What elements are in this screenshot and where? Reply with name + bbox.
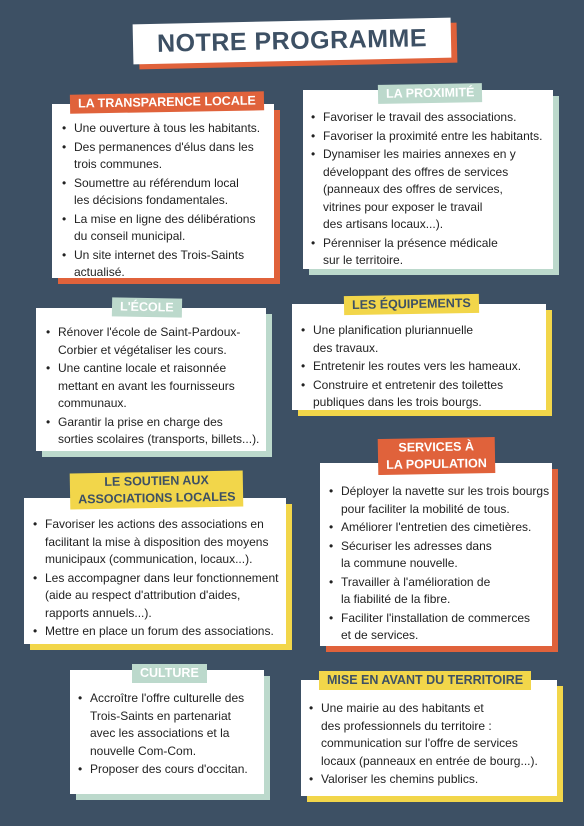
bullet-icon: • [62,211,67,226]
list-item [309,771,555,789]
list-item-text: Valoriser les chemins publics. [321,772,479,786]
bullet-icon: • [78,691,83,705]
list-item [301,358,545,376]
bullet-icon: • [78,762,83,776]
card-list [329,483,552,646]
bullet-icon: • [46,361,51,375]
list-item-text: communaux. [58,396,127,410]
list-item [311,235,551,270]
section-label-line: MISE EN AVANT DU TERRITOIRE [327,673,524,687]
bullet-icon: • [311,147,316,161]
list-item-text: Un site internet des Trois-Saints [74,247,245,262]
list-item-text: Déployer la navette sur les trois bourgs [341,484,550,498]
list-item [309,700,555,770]
list-item-text: Améliorer l'entretien des cimetières. [341,520,532,534]
list-item-text: (aide au respect d'attribution d'aides, [45,588,241,602]
section-label [70,470,244,509]
bullet-icon: • [329,574,334,589]
list-item [46,414,266,449]
list-item-text: du conseil municipal. [74,229,186,243]
list-item-text: Favoriser les actions des associations en [45,517,264,531]
list-item-text: Garantir la prise en charge des [58,414,223,429]
bullet-icon: • [301,377,306,392]
list-item-text: Rénover l'école de Saint-Pardoux- [58,325,241,339]
list-item-text: (panneaux des offres de services, [323,182,503,196]
list-item-text: des travaux. [313,340,379,355]
list-item [33,516,286,569]
list-item-text: mettant en avant les fournisseurs [58,378,235,393]
card-proximite [303,85,553,269]
list-item [78,761,262,779]
list-item [329,538,552,573]
card-list [33,516,286,642]
list-item-text: Favoriser le travail des associations. [323,110,517,124]
bullet-icon: • [311,110,316,124]
bullet-icon: • [309,772,314,786]
list-item-text: rapports annuels...). [45,605,152,620]
list-item-text: Une ouverture à tous les habitants. [74,121,261,135]
bullet-icon: • [62,175,67,190]
bullet-icon: • [46,325,51,339]
section-label-line: LA PROXIMITÉ [385,85,475,101]
list-item [62,139,274,174]
bullet-icon: • [301,359,306,373]
list-item [33,570,286,623]
bullet-icon: • [33,570,38,585]
section-label [378,437,495,475]
list-item-text: Faciliter l'installation de commerces [341,610,531,625]
list-item-text: Construire et entretenir des toilettes [313,377,504,392]
list-item [33,623,286,641]
bullet-icon: • [329,484,334,498]
list-item-text: La mise en ligne des délibérations [74,211,256,226]
list-item-text: Mettre en place un forum des associations. [45,624,274,638]
card-list [311,109,551,271]
list-item [78,690,262,760]
bullet-icon: • [329,538,334,553]
bullet-icon: • [62,247,67,262]
section-label-line: LES ÉQUIPEMENTS [351,295,471,313]
list-item-text: Une mairie au des habitants et [321,701,484,715]
list-item-text: Une cantine locale et raisonnée [58,361,227,375]
card-ecole [36,299,266,451]
bullet-icon: • [62,121,67,135]
bullet-icon: • [309,701,314,715]
bullet-icon: • [46,414,51,429]
card-list [309,700,555,790]
list-item-text: Entretenir les routes vers les hameaux. [313,359,522,373]
section-label-line: LE SOUTIEN AUX [104,473,209,489]
list-item [311,128,551,146]
list-item [301,377,545,412]
card-culture [70,666,264,794]
list-item-text: Dynamiser les mairies annexes en y [323,147,516,161]
list-item [62,247,274,282]
list-item-text: des artisans locaux...). [323,217,444,231]
list-item-text: vitrines pour exposer le travail [323,199,483,214]
section-label [132,664,207,683]
card-mise-en-avant [301,673,557,796]
list-item [329,483,552,518]
list-item-text: développant des offres de services [323,164,509,179]
bullet-icon: • [329,610,334,625]
bullet-icon: • [301,323,306,337]
list-item [62,211,274,246]
list-item-text: Soumettre au référendum local [74,175,239,190]
section-label-line: LA TRANSPARENCE LOCALE [77,93,256,111]
list-item-text: Accroître l'offre culturelle des [90,691,245,705]
list-item-text: communication sur l'offre de services [321,736,518,750]
list-item-text: Sécuriser les adresses dans [341,538,492,553]
list-item-text: Une planification pluriannuelle [313,323,474,337]
list-item-text: pour faciliter la mobilité de tous. [341,501,510,516]
list-item-text: nouvelle Com-Com. [90,743,197,758]
list-item-text: municipaux (communication, locaux...). [45,552,253,566]
list-item-text: Favoriser la proximité entre les habitants. [323,128,543,143]
list-item [62,120,274,138]
section-label [344,294,479,315]
list-item [46,324,266,359]
bullet-icon: • [311,128,316,143]
list-item-text: Les accompagner dans leur fonctionnement [45,570,279,585]
list-item-text: publiques dans les trois bourgs. [313,395,482,409]
list-item-text: Pérenniser la présence médicale [323,235,498,250]
card-list [46,324,266,450]
list-item-text: les décisions fondamentales. [74,193,229,207]
section-label-line: ASSOCIATIONS LOCALES [78,489,236,507]
card-services-population [320,439,552,646]
list-item-text: locaux (panneaux en entrée de bourg...). [321,753,538,768]
section-label [378,83,483,104]
bullet-icon: • [33,517,38,531]
list-item-text: Corbier et végétaliser les cours. [58,342,227,357]
list-item-text: sur le territoire. [323,253,404,267]
list-item-text: des professionnels du territoire : [321,718,492,733]
section-label [112,297,182,317]
list-item [311,109,551,127]
list-item [311,146,551,234]
list-item-text: Travailler à l'amélioration de [341,574,491,589]
section-label [319,671,531,690]
list-item-text: la commune nouvelle. [341,556,458,570]
section-label-line: CULTURE [140,666,199,680]
list-item-text: Des permanences d'élus dans les [74,139,254,154]
card-list [62,120,274,283]
list-item [46,360,266,413]
list-item-text: Trois-Saints en partenariat [90,708,231,723]
list-item [329,574,552,609]
list-item-text: facilitant la mise à disposition des moyens [45,534,269,549]
list-item-text: sorties scolaires (transports, billets...). [58,432,260,446]
list-item-text: la fiabilité de la fibre. [341,592,451,606]
list-item-text: trois communes. [74,157,163,171]
section-label [70,91,264,113]
list-item-text: actualisé. [74,265,125,279]
list-item [301,322,545,357]
bullet-icon: • [311,235,316,250]
card-equipements [292,295,546,410]
section-label-line: LA POPULATION [386,456,487,472]
card-list [301,322,545,413]
card-list [78,690,262,780]
page-title: NOTRE PROGRAMME [156,23,428,58]
list-item [329,519,552,537]
bullet-icon: • [329,520,334,534]
title-banner [133,21,453,63]
card-transparence [52,93,274,279]
bullet-icon: • [33,624,38,638]
title-box [133,18,452,65]
section-label-line: L'ÉCOLE [119,299,174,315]
bullet-icon: • [62,139,67,154]
list-item-text: et de services. [341,628,419,642]
section-label-line: SERVICES À [398,439,475,455]
list-item [329,610,552,645]
list-item [62,175,274,210]
list-item-text: avec les associations et la [90,726,230,740]
list-item-text: Proposer des cours d'occitan. [90,762,248,776]
card-soutien-associations [24,473,286,644]
